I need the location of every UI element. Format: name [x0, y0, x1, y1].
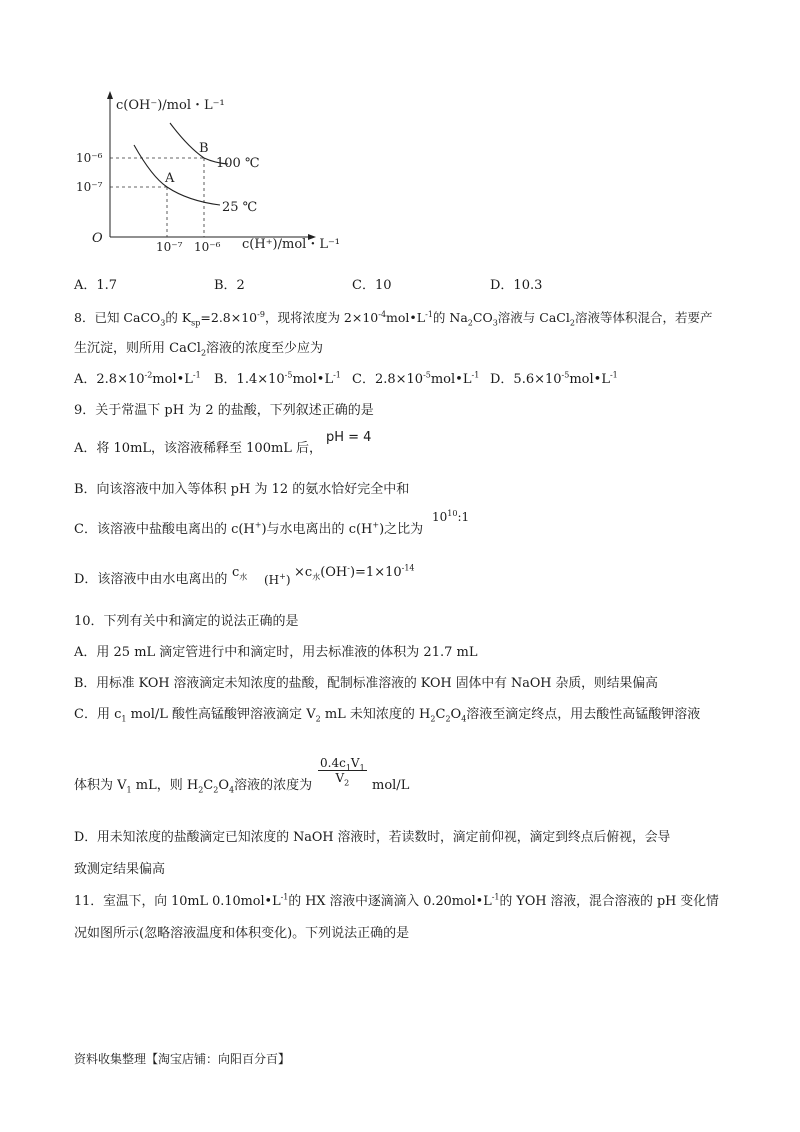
q8-option-c: C．$2.8\times 10^{-5}mol•L^{-1}$	[352, 370, 480, 387]
q10-option-c-line2: 体积为 $V_1$ mL，则 $H_2C_2O_4$溶液的浓度为	[74, 778, 313, 795]
page-footer: 资料收集整理【淘宝店铺：向阳百分百】	[74, 1052, 291, 1066]
q10-option-a: A．用 25 mL 滴定管进行中和滴定时，用去标准液的体积为 21.7 mL	[74, 645, 478, 660]
curve-25c-label: 25 ℃	[222, 200, 258, 215]
q8-stem-line2: 生沉淀，则所用 CaCl$_2$溶液的浓度至少应为	[74, 341, 324, 358]
fraction-denominator: $V_2$	[335, 771, 350, 788]
q9-option-a-formula: pH = 4	[326, 430, 372, 445]
point-b-label: B	[199, 141, 209, 156]
q9-option-c: C．该溶液中盐酸电离出的 c(H+)与水电离出的 c(H+)之比为	[74, 520, 424, 537]
x-axis-label: c(H⁺)/mol・L⁻¹	[242, 237, 341, 252]
kw-temperature-graph	[70, 85, 370, 255]
q11-stem-line2: 况如图所示(忽略溶液温度和体积变化)。下列说法正确的是	[74, 926, 410, 941]
q9-option-d-c-water: $c_水$	[232, 565, 248, 582]
q8-option-b: B．$1.4\times 10^{-5}mol•L^{-1}$	[214, 370, 341, 387]
q10-option-d-line2: 致测定结果偏高	[74, 862, 166, 877]
q7-option-a: A．1.7	[74, 278, 118, 293]
q9-option-a: A．将 10mL，该溶液稀释至 100mL 后，	[74, 441, 323, 456]
curve-100c-label: 100 ℃	[216, 156, 260, 171]
q9-option-d-formula: $\times c_水(OH^-)=1\times 10^{-14}$	[294, 563, 415, 582]
q9-option-c-ratio: $10^{10}:1$	[432, 509, 470, 524]
q9-stem: 9．关于常温下 pH 为 2 的盐酸，下列叙述正确的是	[74, 403, 374, 418]
q7-option-b: B．2	[214, 278, 245, 293]
y-tick-1: 10⁻⁶	[76, 151, 103, 165]
origin-label: O	[92, 231, 103, 246]
x-tick-2: 10⁻⁶	[194, 240, 221, 254]
q8-option-a: A．$2.8\times 10^{-2}mol•L^{-1}$	[74, 370, 201, 387]
q10-option-c-line1: C．用 $c_1$ mol/L 酸性高锰酸钾溶液滴定 $V_2$ mL 未知浓度的 $H_2C_2O_4$溶液至滴定终点，用去酸性高锰酸钾溶液	[74, 707, 701, 724]
q9-option-b: B．向该溶液中加入等体积 pH 为 12 的氨水恰好完全中和	[74, 482, 410, 497]
q10-option-b: B．用标准 KOH 溶液滴定未知浓度的盐酸，配制标准溶液的 KOH 固体中有 NaOH 杂质，则结果偏高	[74, 676, 658, 691]
q10-option-c-unit: mol/L	[372, 778, 410, 793]
q7-option-d: D．10.3	[490, 278, 543, 293]
q9-option-d-h: (H+)	[264, 572, 291, 587]
q10-concentration-fraction	[318, 756, 367, 788]
y-axis-label: c(OH⁻)/mol・L⁻¹	[116, 98, 225, 113]
x-tick-1: 10⁻⁷	[156, 240, 183, 254]
q11-stem-line1: 11．室温下，向 10mL $0.10mol•L^{-1}$的 HX 溶液中逐滴滴入 $0.20mol•L^{-1}$的 YOH 溶液，混合溶液的 pH 变化情	[74, 892, 719, 909]
q8-stem-line1: 8．已知 CaCO$_3$的 $K_{sp}=2.8\times 10^{-9}$，现将浓度为 $2\times 10^{-4}mol•L^{-1}$的 $Na_2CO_3$溶液与 CaCl$_2$溶液等体积混合，若要产	[74, 309, 713, 328]
q9-option-d: D．该溶液中由水电离出的	[74, 572, 228, 587]
y-axis-arrow	[107, 91, 113, 99]
q7-option-c: C．10	[352, 278, 392, 293]
point-a-label: A	[165, 171, 175, 186]
y-tick-2: 10⁻⁷	[76, 180, 103, 194]
q8-option-d: D．$5.6\times 10^{-5}mol•L^{-1}$	[490, 370, 618, 387]
fraction-numerator: $0.4c_1V_1$	[320, 756, 365, 773]
q10-option-d-line1: D．用未知浓度的盐酸滴定已知浓度的 NaOH 溶液时，若读数时，滴定前仰视，滴定到终点后俯视，会导	[74, 830, 671, 845]
q10-stem: 10．下列有关中和滴定的说法正确的是	[74, 614, 299, 629]
